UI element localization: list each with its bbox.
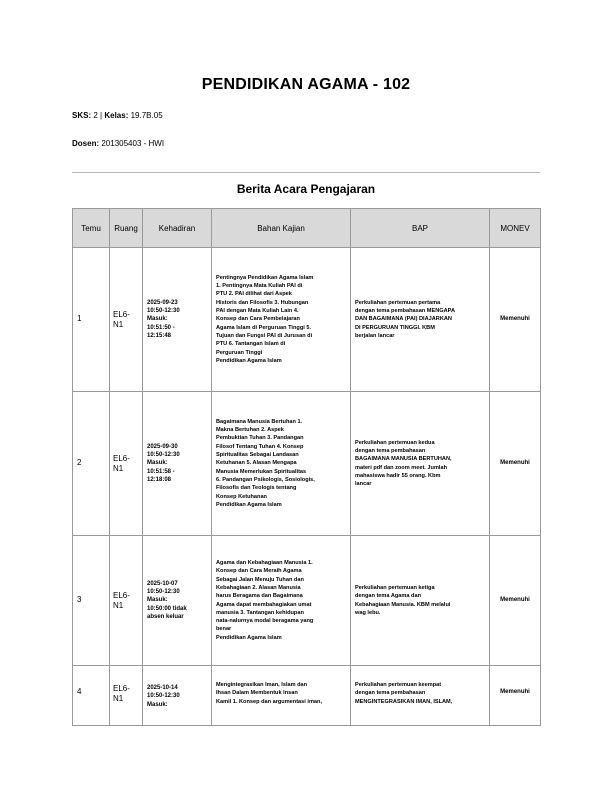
cell-ruang: EL6- N1 [110, 536, 143, 666]
cell-bap: Perkuliahan pertemuan pertama dengan tema pembahasan MENGAPA DAN BAGAIMANA (PAI) DIAJARKAN DI PERGURUAN TINGGI. KBM berjalan lancar [351, 248, 490, 392]
header-temu: Temu [73, 209, 110, 248]
sks-kelas-line [72, 111, 163, 120]
cell-ruang: EL6- N1 [110, 666, 143, 726]
cell-kehadiran: 2025-10-07 10:50-12:30 Masuk: 10:50:00 tidak absen keluar [143, 536, 212, 666]
cell-monev: Memenuhi [490, 666, 541, 726]
divider [72, 172, 540, 173]
table-row [73, 248, 541, 392]
table-row [73, 536, 541, 666]
sks-label: SKS: [72, 111, 92, 120]
cell-bap: Perkuliahan pertemuan kedua dengan tema pembahasan BAGAIMANA MANUSIA BERTUHAN, materi pdf dan zoom meet. Jumlah mahasiswa hadir 55 orang. Kbm lancar [351, 392, 490, 536]
header-ruang: Ruang [110, 209, 143, 248]
cell-ruang: EL6- N1 [110, 248, 143, 392]
table-row [73, 666, 541, 726]
sks-value: 2 [93, 111, 98, 120]
cell-bap: Perkuliahan pertemuan ketiga dengan tema Agama dan Kebahagiaan Manusia. KBM melalui wag lebu. [351, 536, 490, 666]
dosen-label: Dosen: [72, 139, 100, 148]
cell-bahan-kajian: Bagaimana Manusia Bertuhan 1. Makna Bertuhan 2. Aspek Pembuktian Tuhan 3. Pandangan Filosof Tentang Tuhan 4. Konsep Spiritualitas Sebagai Landasan Ketuhanan 5. Alasan Mengapa Manusia Memerlukan Spiritualitas 6. Pandangan Psikologis, Sosiologis, Filosofis dan Teologis tentang Konsep Ketuhanan Pendidikan Agama Islam [212, 392, 351, 536]
cell-monev: Memenuhi [490, 248, 541, 392]
cell-kehadiran: 2025-09-30 10:50-12:30 Masuk: 10:51:58 - 12:18:08 [143, 392, 212, 536]
cell-temu: 1 [73, 248, 110, 392]
header-bahan-kajian: Bahan Kajian [212, 209, 351, 248]
kelas-value: 19.7B.05 [130, 111, 163, 120]
dosen-value: 201305403 - HWI [101, 139, 165, 148]
cell-ruang: EL6- N1 [110, 392, 143, 536]
kelas-label: Kelas: [104, 111, 129, 120]
cell-kehadiran: 2025-10-14 10:50-12:30 Masuk: [143, 666, 212, 726]
header-bap: BAP [351, 209, 490, 248]
header-monev: MONEV [490, 209, 541, 248]
cell-bahan-kajian: Agama dan Kebahagiaan Manusia 1. Konsep dan Cara Meraih Agama Sebagai Jalan Menuju Tuhan dan Kebahagiaan 2. Alasan Manusia harus Beragama dan Bagaimana Agama dapat membahagiakan umat manusia 3. Tantangan kehidupan nata-nalurnya modal beragama yang benar Pendidikan Agama Islam [212, 536, 351, 666]
cell-temu: 4 [73, 666, 110, 726]
cell-temu: 2 [73, 392, 110, 536]
table-header-row [73, 209, 541, 248]
cell-monev: Memenuhi [490, 536, 541, 666]
cell-kehadiran: 2025-09-23 10:50-12:30 Masuk: 10:51:50 - 12:15:48 [143, 248, 212, 392]
bap-table [72, 208, 541, 726]
section-title: Berita Acara Pengajaran [236, 182, 376, 196]
cell-temu: 3 [73, 536, 110, 666]
cell-bahan-kajian: Pentingnya Pendidikan Agama Islam 1. Pentingnya Mata Kuliah PAI di PTU 2. PAI dilihat dari Aspek Historis dan Filosofis 3. Hubungan PAI dengan Mata Kuliah Lain 4. Konsep dan Cara Pembelajaran Agama Islam di Perguruan Tinggi 5. Tujuan dan Fungsi PAI di Jurusan di PTU 6. Tantangan Islam di Perguruan Tinggi Pendidikan Agama Islam [212, 248, 351, 392]
cell-bap: Perkuliahan pertemuan keempat dengan tema pembahasan MENGINTEGRASIKAN IMAN, ISLAM, [351, 666, 490, 726]
separator: | [100, 111, 103, 120]
cell-bahan-kajian: Mengintegrasikan Iman, Islam dan Ihsan Dalam Membentuk Insan Kamil 1. Konsep dan argumentasi iman, [212, 666, 351, 726]
table-row [73, 392, 541, 536]
cell-monev: Memenuhi [490, 392, 541, 536]
document-title: PENDIDIKAN AGAMA - 102 [201, 76, 411, 93]
header-kehadiran: Kehadiran [143, 209, 212, 248]
dosen-line [72, 139, 164, 148]
